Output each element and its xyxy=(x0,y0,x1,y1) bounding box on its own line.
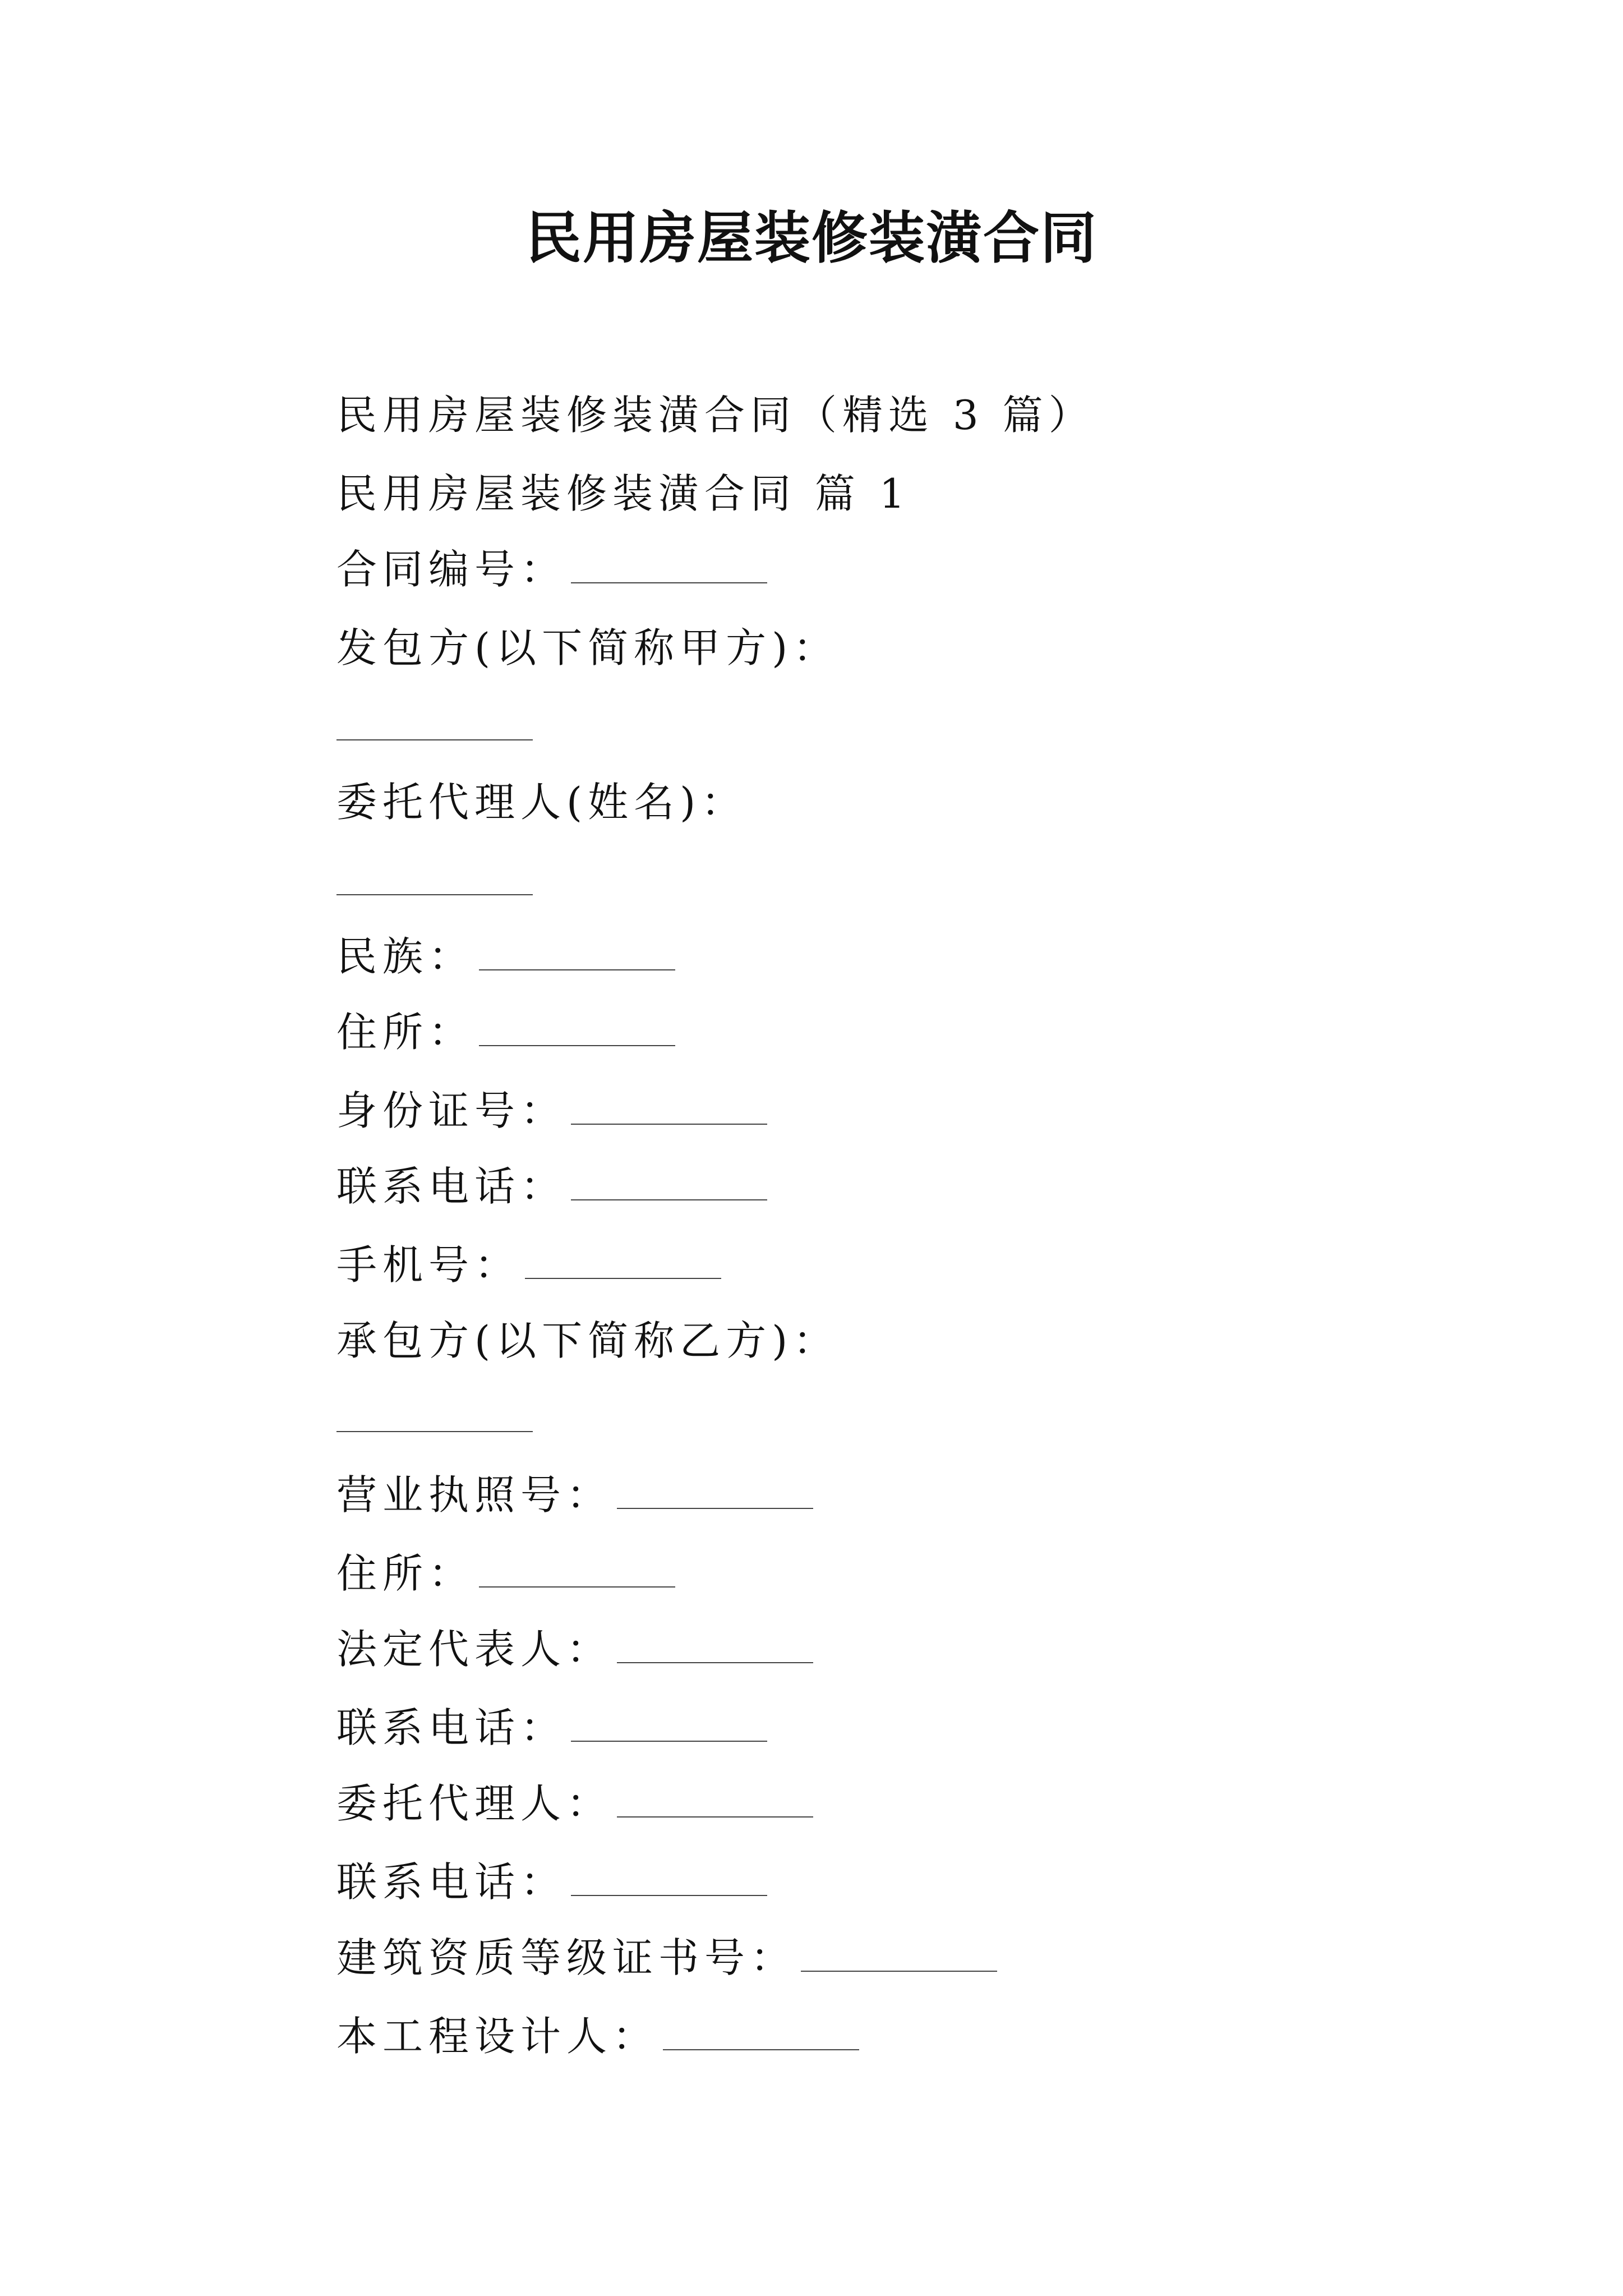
field-label: 发包方(以下简称甲方)： xyxy=(336,624,840,671)
fill-blank[interactable] xyxy=(525,1239,721,1279)
id-number-field xyxy=(336,1083,767,1139)
phone-b-field xyxy=(336,1700,767,1756)
field-label: 营业执照号： xyxy=(336,1471,613,1519)
field-label: 建筑资质等级证书号： xyxy=(336,1934,797,1981)
field-label: 委托代理人(姓名)： xyxy=(336,779,748,826)
subtitle-text: 民用房屋装修装潢合同（精选 3 篇） xyxy=(336,392,1095,439)
fill-blank[interactable] xyxy=(571,1084,767,1125)
section-heading-text: 民用房屋装修装潢合同 篇 1 xyxy=(336,470,911,517)
fill-blank[interactable] xyxy=(571,1160,767,1200)
field-label: 本工程设计人： xyxy=(336,2013,659,2060)
field-label: 联系电话： xyxy=(336,1858,567,1906)
fill-blank[interactable] xyxy=(617,1469,813,1509)
field-label: 住所： xyxy=(336,1009,475,1056)
field-label: 住所： xyxy=(336,1550,475,1597)
designer-field xyxy=(336,2008,859,2064)
fill-blank[interactable] xyxy=(571,543,767,583)
contract-number-field xyxy=(336,541,767,597)
field-label: 合同编号： xyxy=(336,546,567,593)
agent-b-field xyxy=(336,1775,813,1832)
section-heading xyxy=(336,466,911,522)
business-license-field xyxy=(336,1467,813,1523)
residence-b-field xyxy=(336,1545,675,1602)
party-b-field xyxy=(336,1313,839,1369)
ethnicity-field xyxy=(336,928,675,984)
agent-name-field xyxy=(336,774,747,830)
fill-blank[interactable] xyxy=(617,1623,813,1663)
residence-field xyxy=(336,1004,675,1060)
party-a-field xyxy=(336,620,839,676)
mobile-field xyxy=(336,1237,721,1293)
qualification-cert-field xyxy=(336,1930,997,1986)
field-label: 法定代表人： xyxy=(336,1626,613,1673)
fill-blank[interactable] xyxy=(571,1701,767,1742)
document-title: 民用房屋装修装潢合同 xyxy=(525,205,1098,271)
fill-blank[interactable] xyxy=(479,1006,675,1046)
field-label: 联系电话： xyxy=(336,1163,567,1210)
field-label: 手机号： xyxy=(336,1241,521,1289)
fill-blank[interactable] xyxy=(571,1856,767,1896)
legal-rep-field xyxy=(336,1621,813,1677)
fill-blank[interactable] xyxy=(617,1777,813,1818)
phone-field xyxy=(336,1158,767,1214)
field-label: 委托代理人： xyxy=(336,1780,613,1827)
fill-blank[interactable] xyxy=(336,739,533,740)
fill-blank[interactable] xyxy=(336,894,533,895)
fill-blank[interactable] xyxy=(336,1431,533,1432)
phone-agent-field xyxy=(336,1854,767,1910)
fill-blank[interactable] xyxy=(663,2010,859,2050)
field-label: 联系电话： xyxy=(336,1704,567,1751)
field-label: 身份证号： xyxy=(336,1087,567,1134)
fill-blank[interactable] xyxy=(479,930,675,970)
fill-blank[interactable] xyxy=(801,1931,997,1972)
subtitle-line xyxy=(336,387,1095,443)
field-label: 承包方(以下简称乙方)： xyxy=(336,1317,840,1364)
field-label: 民族： xyxy=(336,933,475,980)
fill-blank[interactable] xyxy=(479,1547,675,1588)
